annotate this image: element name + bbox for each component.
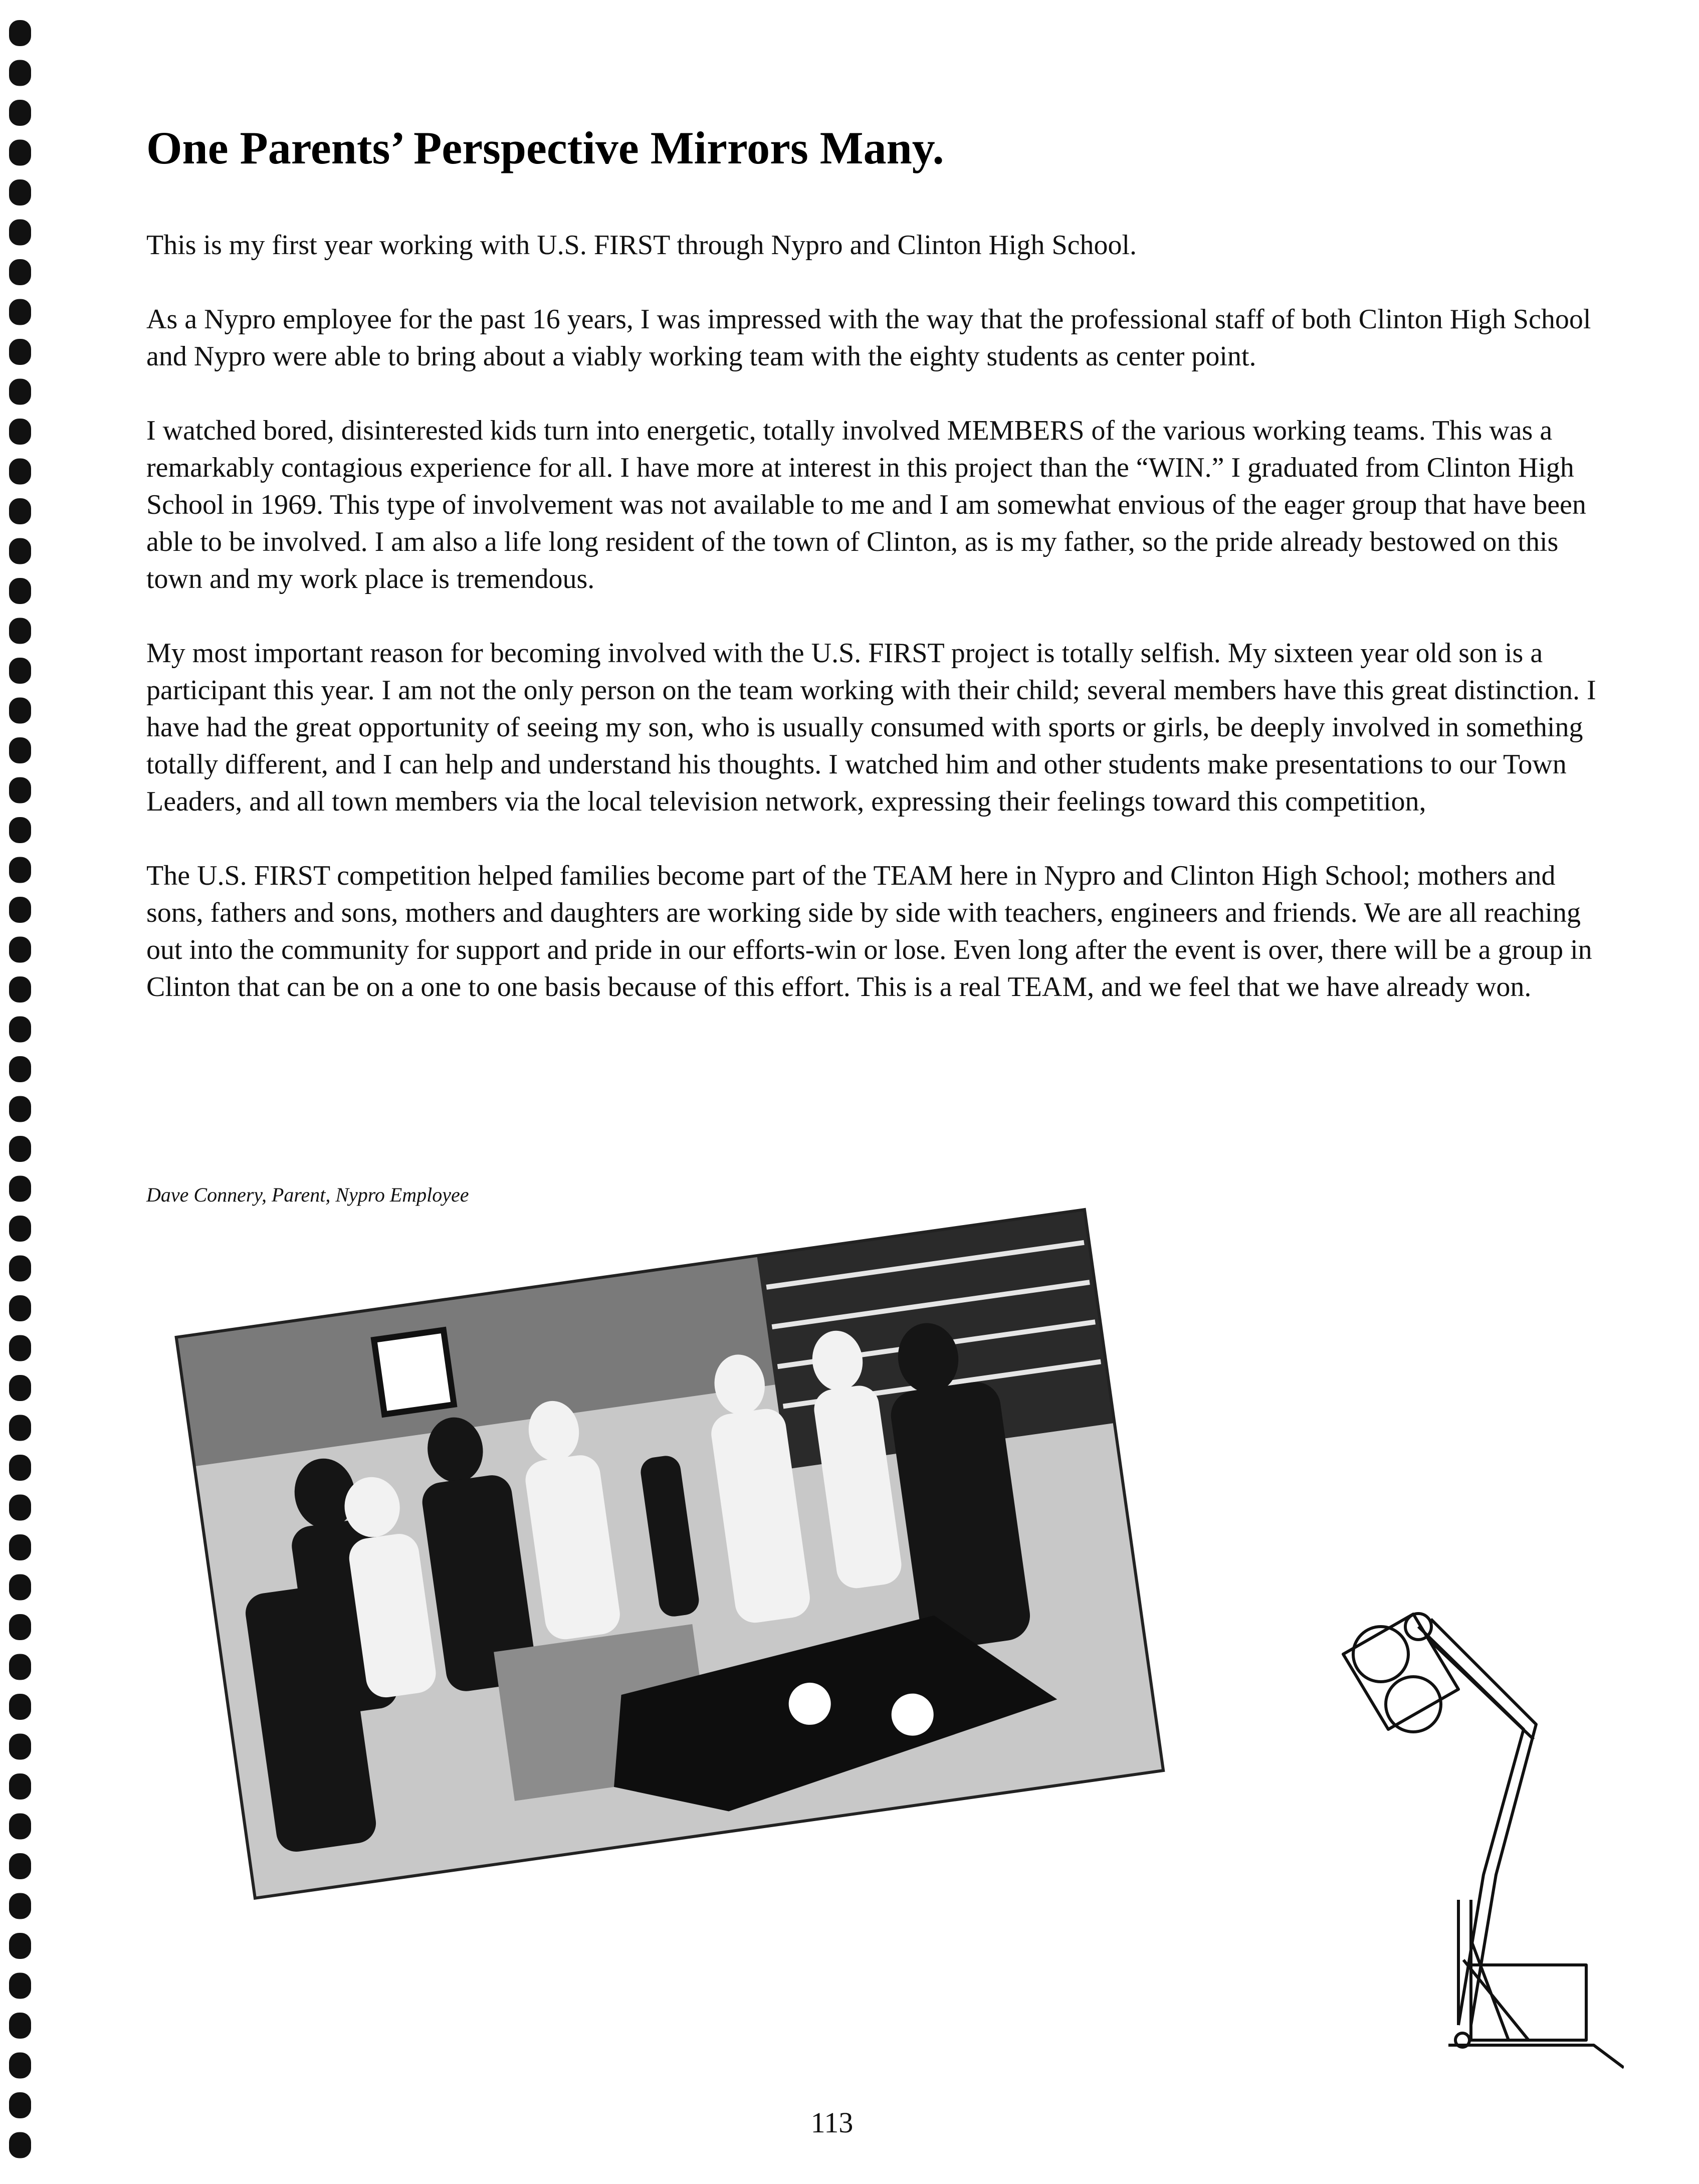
binding-hole	[9, 1096, 31, 1122]
binding-hole	[9, 1455, 31, 1481]
binding-hole	[9, 1335, 31, 1361]
binding-hole	[9, 698, 31, 724]
binding-hole	[9, 259, 31, 285]
paragraph-5: The U.S. FIRST competition helped families become part of the TEAM here in Nypro and Clinton High School; mothers and sons, fathers and sons, mothers and daughters are working side by side with teachers, engineers and friends. We are all reaching out into the community for support and pride in our efforts-win or lose. Even long after the event is over, there will be a group in Clinton that can be on a one to one basis because of this effort. This is a real TEAM, and we feel that we have already won.	[146, 860, 1592, 1003]
article-title: One Parents’ Perspective Mirrors Many.	[146, 122, 944, 173]
page-number: 113	[810, 2106, 854, 2139]
binding-hole	[9, 498, 31, 524]
binding-hole	[9, 60, 31, 86]
binding-holes	[7, 20, 33, 2175]
binding-hole	[9, 140, 31, 166]
author-byline: Dave Connery, Parent, Nypro Employee	[146, 1183, 469, 1206]
binding-hole	[9, 1893, 31, 1919]
binding-hole	[9, 578, 31, 604]
binding-hole	[9, 1973, 31, 1999]
article-body	[146, 227, 1600, 1043]
binding-hole	[9, 538, 31, 564]
binding-hole	[9, 1574, 31, 1601]
binding-hole	[9, 937, 31, 963]
binding-hole	[9, 1415, 31, 1441]
binding-hole	[9, 379, 31, 405]
photo-window	[374, 1330, 454, 1414]
binding-hole	[9, 1176, 31, 1202]
binding-hole	[9, 2013, 31, 2039]
binding-hole	[9, 20, 31, 46]
arm-gripper-ball-1	[1353, 1627, 1408, 1682]
binding-hole	[9, 658, 31, 684]
binding-hole	[9, 737, 31, 763]
binding-hole	[9, 1256, 31, 1282]
arm-base-box	[1471, 1965, 1586, 2040]
binding-hole	[9, 976, 31, 1003]
binding-hole	[9, 220, 31, 246]
binding-hole	[9, 777, 31, 804]
arm-ground-line	[1448, 2045, 1624, 2068]
binding-hole	[9, 1375, 31, 1401]
paragraph-4: My most important reason for becoming involved with the U.S. FIRST project is totally selfish. My sixteen year old son is a participant this year. I am not the only person on the team working with their child; several members have this great distinction. I have had the great opportunity of seeing my son, who is usually consumed with sports or girls, be deeply involved in something totally different, and I can help and understand his thoughts. I watched him and other students make presentations to our Town Leaders, and all town members via the local television network, expressing their feelings toward this competition,	[146, 638, 1596, 817]
binding-hole	[9, 1017, 31, 1043]
spiral-binding	[7, 20, 33, 2175]
binding-hole	[9, 1654, 31, 1680]
arm-base-braces	[1463, 1940, 1529, 2040]
binding-hole	[9, 1814, 31, 1840]
binding-hole	[9, 179, 31, 206]
robot-arm-graphic	[1333, 1574, 1624, 2080]
binding-hole	[9, 1295, 31, 1321]
binding-hole	[9, 339, 31, 365]
binding-hole	[9, 1694, 31, 1720]
binding-hole	[9, 1136, 31, 1162]
binding-hole	[9, 2092, 31, 2118]
binding-hole	[9, 419, 31, 445]
binding-hole	[9, 1495, 31, 1521]
binding-hole	[9, 1933, 31, 1959]
binding-hole	[9, 100, 31, 126]
binding-hole	[9, 1534, 31, 1560]
binding-hole	[9, 2053, 31, 2079]
binding-hole	[9, 459, 31, 485]
paragraph-2: As a Nypro employee for the past 16 years, I was impressed with the way that the professional staff of both Clinton High School and Nypro were able to bring about a viably working team with the eighty students as center point.	[146, 304, 1591, 372]
binding-hole	[9, 299, 31, 325]
binding-hole	[9, 1853, 31, 1879]
binding-hole	[9, 2132, 31, 2158]
binding-hole	[9, 1734, 31, 1760]
team-photo-graphic	[170, 1185, 1168, 1912]
paragraph-3: I watched bored, disinterested kids turn into energetic, totally involved MEMBERS of the various working teams. This was a remarkably contagious experience for all. I have more at interest in this project than the “WIN.” I graduated from Clinton High School in 1969. This type of involvement was not available to me and I am somewhat envious of the eager group that have been able to be involved. I am also a life long resident of the town of Clinton, as is my father, so the pride already bestowed on this town and my work place is tremendous.	[146, 415, 1586, 594]
team-photo	[170, 1185, 1168, 1912]
binding-hole	[9, 1216, 31, 1242]
binding-hole	[9, 618, 31, 644]
binding-hole	[9, 857, 31, 883]
paragraph-1: This is my first year working with U.S. FIRST through Nypro and Clinton High School.	[146, 230, 1137, 261]
binding-hole	[9, 897, 31, 923]
binding-hole	[9, 1773, 31, 1800]
binding-hole	[9, 1056, 31, 1082]
binding-hole	[9, 1614, 31, 1640]
arm-boom-hatch	[1428, 1639, 1534, 1739]
binding-hole	[9, 817, 31, 843]
robot-arm-illustration	[1333, 1574, 1624, 2080]
